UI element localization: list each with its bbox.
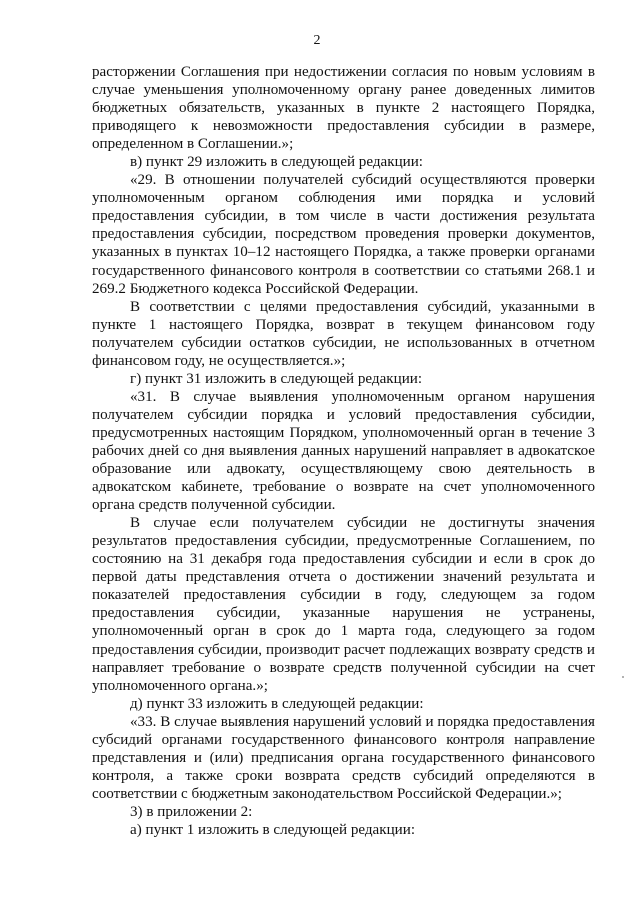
paragraph-item-3: 3) в приложении 2: xyxy=(130,803,253,820)
paragraph-point-29-cont: В соответствии с целями предоставления субсидий, указанными в пункте 1 настоящего Порядка, возврат в текущем финансовом году получателем субсидии остатков субсидии, не использованных в отчетном финансовом году, не осуществляется.»; xyxy=(92,298,595,369)
paragraph-item-a: а) пункт 1 изложить в следующей редакции: xyxy=(130,821,416,838)
paragraph-point-33: «33. В случае выявления нарушений условий и порядка предоставления субсидий органами государственного финансового контроля направление представления и (или) предписания органа государственного финансового контроля, а также сроки возврата средств субсидий определяются в соответствии с бюджетным законодательством Российской Федерации.»; xyxy=(92,713,595,802)
paragraph-item-d: д) пункт 33 изложить в следующей редакции: xyxy=(130,695,424,712)
paragraph-item-v: в) пункт 29 изложить в следующей редакции: xyxy=(130,154,423,171)
document-body xyxy=(92,63,595,839)
paragraph-point-29: «29. В отношении получателей субсидий осуществляются проверки уполномоченным органом соблюдения ими порядка и условий предоставления субсидии, в том числе в части достижения результата предоставления субсидии, посредством проведения проверки документов, указанных в пунктах 10–12 настоящего Порядка, а также проверки органами государственного финансового контроля в соответствии со статьями 268.1 и 269.2 Бюджетного кодекса Российской Федерации. xyxy=(92,172,595,297)
paragraph-point-31: «31. В случае выявления уполномоченным органом нарушения получателем субсидии порядка и условий предоставления субсидии, предусмотренных настоящим Порядком, уполномоченный орган в течение 3 рабочих дней со дня выявления данных нарушений направляет в адвокатское образование или адвокату, осуществляющему свою деятельность в адвокатском кабинете, требование о возврате на счет уполномоченного органа средств полученной субсидии. xyxy=(92,388,595,514)
paragraph-continuation: расторжении Соглашения при недостижении согласия по новым условиям в случае уменьшения уполномоченному органу ранее доведенных лимитов бюджетных обязательств, указанных в пункте 2 настоящего Порядка, приводящего к невозможности предоставления субсидии в размере, определенном в Соглашении.»; xyxy=(92,64,595,153)
page-number: 2 xyxy=(313,33,321,48)
scan-speck xyxy=(622,676,624,678)
paragraph-item-g: г) пункт 31 изложить в следующей редакции: xyxy=(130,370,423,387)
paragraph-point-31-cont: В случае если получателем субсидии не достигнуты значения результатов предоставления субсидии, предусмотренные Соглашением, по состоянию на 31 декабря года предоставления субсидии и если в срок до первой даты представления отчета о достижении значений результата и показателей предоставления субсидии в году, следующем за годом предоставления субсидии, указанные нарушения не устранены, уполномоченный орган в срок до 1 марта года, следующего за годом предоставления субсидии, производит расчет подлежащих возврату средств и направляет требование о возврате средств полученной субсидии на счет уполномоченного органа.»; xyxy=(92,515,595,694)
